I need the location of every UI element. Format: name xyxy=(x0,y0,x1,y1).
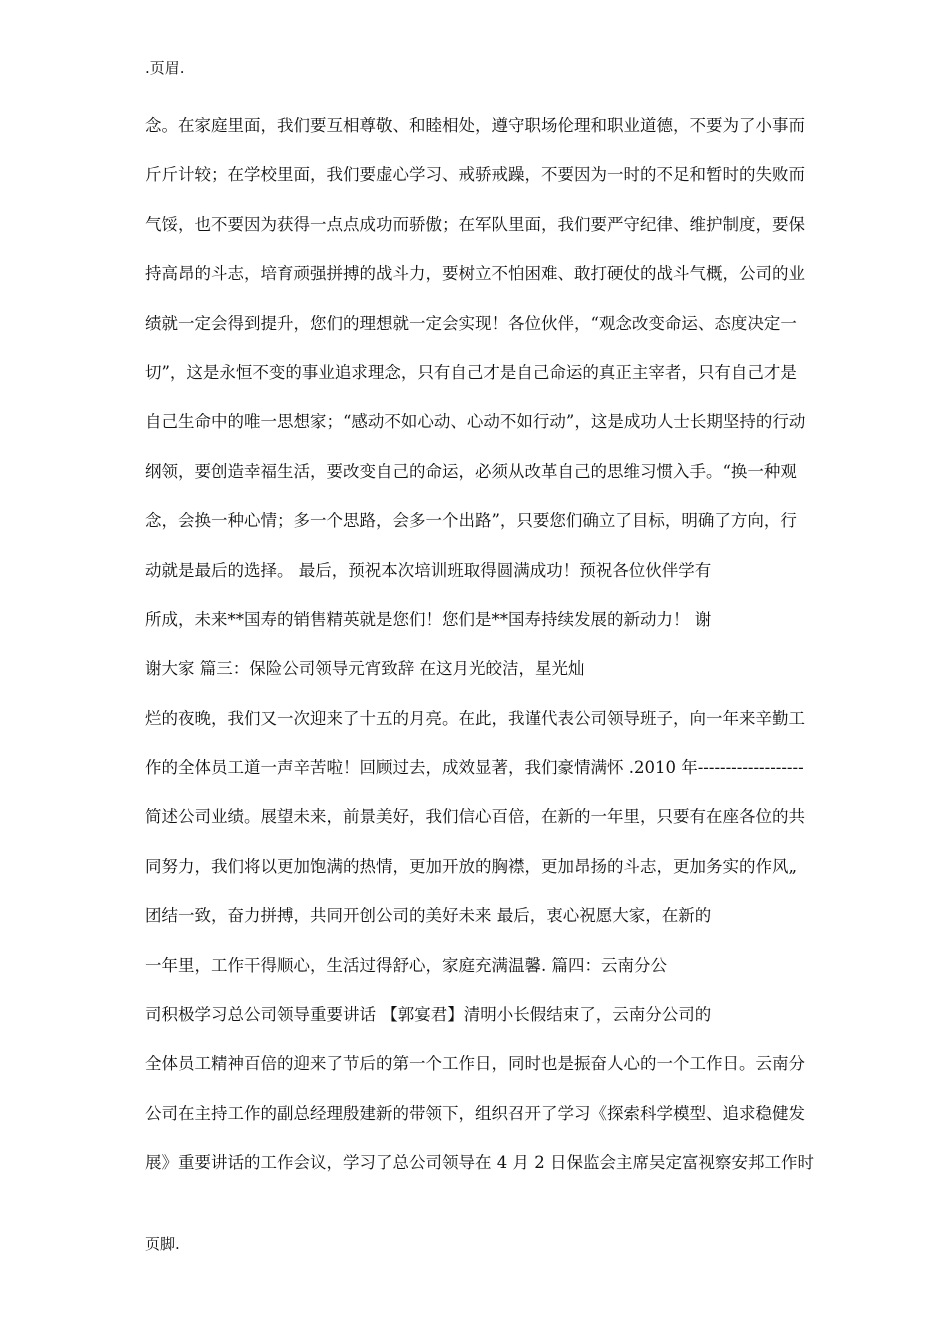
text-line: 司积极学习总公司领导重要讲话 【郭宴君】清明小长假结束了，云南分公司的 xyxy=(145,1005,712,1025)
text-line: 斤斤计较；在学校里面，我们要虚心学习、戒骄戒躁，不要因为一时的不足和暂时的失败而 xyxy=(145,165,805,185)
text-line: 念。在家庭里面，我们要互相尊敬、和睦相处，遵守职场伦理和职业道德，不要为了小事而 xyxy=(145,116,805,135)
text-line: 烂的夜晚，我们又一次迎来了十五的月亮。在此，我谨代表公司领导班子，向一年来辛勤工 xyxy=(145,708,805,728)
body-text xyxy=(145,112,825,1199)
text-line: 念，会换一种心情；多一个思路，会多一个出路”，只要您们确立了目标，明确了方向，行 xyxy=(145,511,797,531)
text-line: 自己生命中的唯一思想家；“感动不如心动、心动不如行动”，这是成功人士长期坚持的行动 xyxy=(145,412,806,432)
text-line: 绩就一定会得到提升，您们的理想就一定会实现！各位伙伴，“观念改变命运、态度决定一 xyxy=(145,313,797,333)
text-line: 展》重要讲话的工作会议，学习了总公司领导在 4 月 2 日保监会主席吴定富视察安邦工作时 xyxy=(145,1153,814,1173)
text-line: 一年里，工作干得顺心，生活过得舒心，家庭充满温馨. 篇四：云南分公 xyxy=(145,955,667,975)
text-line: 所成，未来**国寿的销售精英就是您们！您们是**国寿持续发展的新动力！ 谢 xyxy=(145,609,712,629)
text-line: 气馁，也不要因为获得一点点成功而骄傲；在军队里面，我们要严守纪律、维护制度，要保 xyxy=(145,214,805,234)
text-line: 全体员工精神百倍的迎来了节后的第一个工作日，同时也是振奋人心的一个工作日。云南分 xyxy=(145,1054,805,1074)
text-line: 切”，这是永恒不变的事业追求理念，只有自己才是自己命运的真正主宰者，只有自己才是 xyxy=(145,362,797,382)
text-line: 同努力，我们将以更加饱满的热情，更加开放的胸襟，更加昂扬的斗志，更加务实的作风„ xyxy=(145,856,798,876)
text-line: 简述公司业绩。展望未来，前景美好，我们信心百倍，在新的一年里，只要有在座各位的共 xyxy=(145,807,805,827)
text-line: 作的全体员工道一声辛苦啦！回顾过去，成效显著，我们豪情满怀 .2010 年------------------- xyxy=(145,758,804,778)
text-line: 动就是最后的选择。 最后，预祝本次培训班取得圆满成功！预祝各位伙伴学有 xyxy=(145,560,712,580)
page-footer: 页脚. xyxy=(145,1235,180,1253)
page-header: .页眉. xyxy=(145,59,185,77)
text-line: 公司在主持工作的副总经理殷建新的带领下，组织召开了学习《探索科学模型、追求稳健发 xyxy=(145,1103,805,1123)
text-line: 谢大家 篇三：保险公司领导元宵致辞 在这月光皎洁，星光灿 xyxy=(145,659,585,679)
text-line: 团结一致，奋力拼搏，共同开创公司的美好未来 最后，衷心祝愿大家，在新的 xyxy=(145,906,712,926)
text-line: 持高昂的斗志，培育顽强拼搏的战斗力，要树立不怕困难、敢打硬仗的战斗气概，公司的业 xyxy=(145,264,805,284)
text-line: 纲领，要创造幸福生活，要改变自己的命运，必须从改革自己的思维习惯入手。“换一种观 xyxy=(145,461,797,481)
